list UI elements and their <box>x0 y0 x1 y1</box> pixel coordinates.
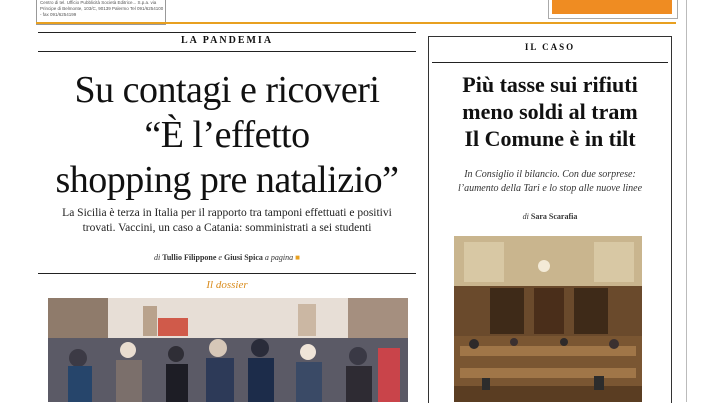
byline-author-1: Tullio Filippone <box>162 253 217 262</box>
sidebar-headline-line-1: Più tasse sui rifiuti <box>462 72 638 97</box>
main-kicker: LA PANDEMIA <box>180 35 274 46</box>
sidebar-headline-line-2: meno soldi al tram <box>462 99 638 124</box>
byline-page-ref: a pagina <box>264 253 294 262</box>
section-rule <box>38 273 416 274</box>
main-headline-line-3: shopping pre natalizio” <box>55 159 399 201</box>
sidebar-headline-line-3: Il Comune è in tilt <box>464 126 636 151</box>
sidebar-byline-author: Sara Scarafia <box>530 212 578 221</box>
sidebar-kicker: IL CASO <box>524 42 576 52</box>
section-label: Il dossier <box>206 279 248 291</box>
sidebar-summary-line-2: l’aumento della Tari e lo stop alle nuove linee <box>457 183 643 194</box>
main-headline-line-1: Su contagi e ricoveri <box>74 69 380 111</box>
main-byline <box>38 253 416 262</box>
main-summary-line-1: La Sicilia è terza in Italia per il rapporto tra tamponi effettuati e positivi <box>62 207 392 219</box>
kicker-top-rule <box>38 32 416 33</box>
main-headline-line-2: “È l’effetto <box>144 114 310 156</box>
byline-prefix: di <box>154 253 161 262</box>
kicker-bottom-rule <box>38 51 416 52</box>
byline-author-2: Giusi Spica <box>223 253 263 262</box>
shopping-crowd-photo <box>48 298 408 402</box>
page-right-rule <box>686 0 687 402</box>
masthead-orange-badge <box>552 0 672 14</box>
sidebar-byline <box>428 212 672 221</box>
main-summary-line-2: trovati. Vaccini, un caso a Catania: somministrati a sei studenti <box>82 222 372 234</box>
byline-and: e <box>218 253 222 262</box>
byline-marker: ■ <box>295 253 300 262</box>
sidebar-kicker-rule <box>432 62 668 63</box>
sidebar-byline-prefix: di <box>522 212 529 221</box>
masthead-small-print: Centro di tel. Ufficio Pubblicità Società Editrice... S.p.a. via Principe di Belmonte, 103/C, 90139 Palermo Tel 091/6254100 - fax 091/6254199 <box>40 0 164 17</box>
council-chamber-photo <box>454 236 642 402</box>
sidebar-summary-line-1: In Consiglio il bilancio. Con due sorprese: <box>464 169 636 180</box>
masthead-orange-rule <box>36 22 676 24</box>
